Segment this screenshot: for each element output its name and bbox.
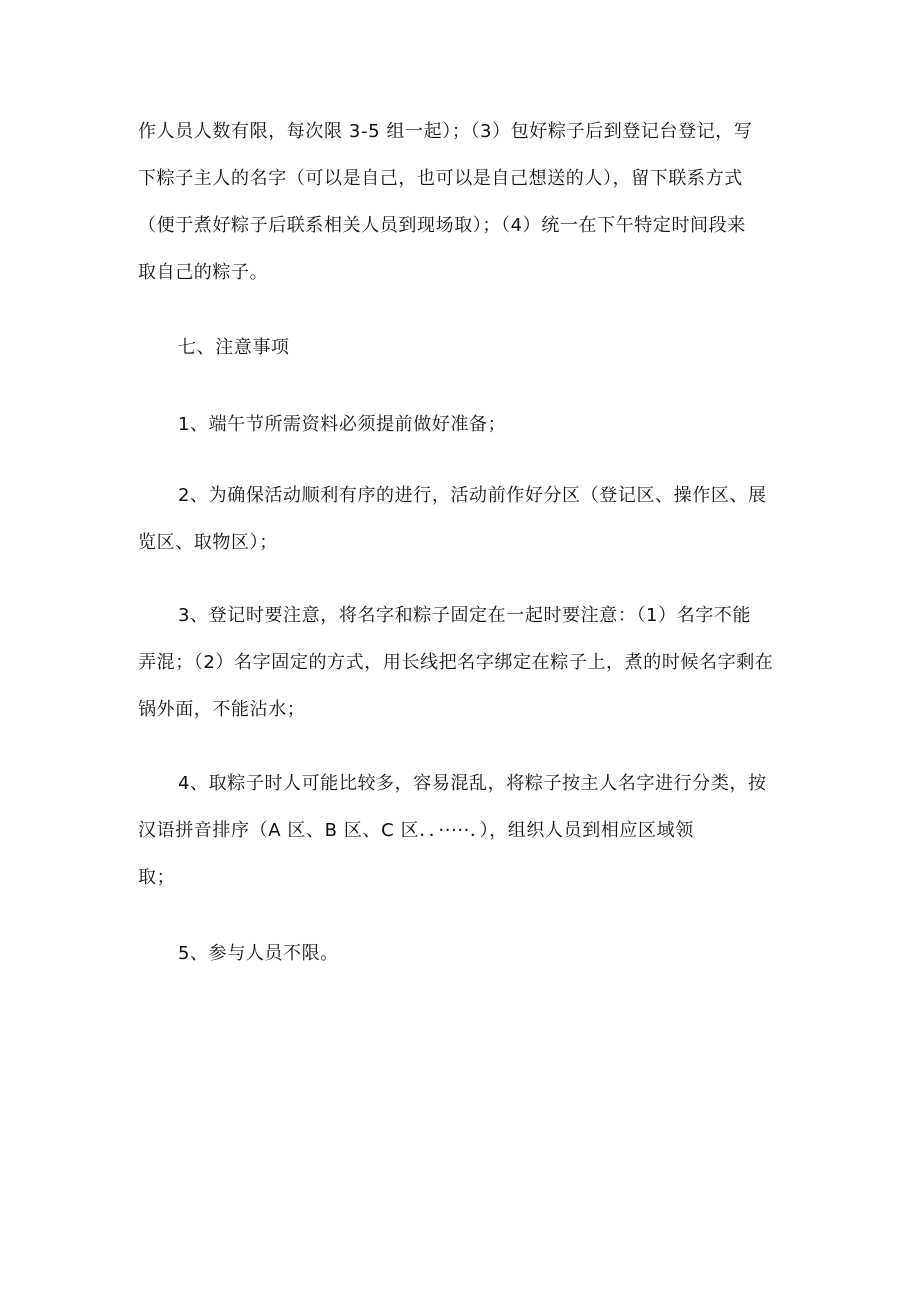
paragraph-line: 作人员人数有限，每次限 3-5 组一起）；（3）包好粽子后到登记台登记，写 — [138, 121, 753, 142]
list-item-3-continuation: 弄混；（2）名字固定的方式，用长线把名字绑定在粽子上，煮的时候名字剩在 — [138, 652, 774, 673]
list-item-3: 3、登记时要注意，将名字和粽子固定在一起时要注意：（1）名字不能 — [178, 605, 752, 626]
list-item-5: 5、参与人员不限。 — [178, 943, 339, 964]
list-item-3-continuation: 锅外面，不能沾水； — [138, 699, 306, 720]
paragraph-line: 取自己的粽子。 — [138, 262, 269, 283]
list-item-4-continuation: 取； — [138, 867, 176, 888]
section-heading: 七、注意事项 — [178, 337, 290, 358]
list-item-2-continuation: 览区、取物区）； — [138, 532, 278, 553]
paragraph-line: 下粽子主人的名字（可以是自己，也可以是自己想送的人），留下联系方式 — [138, 168, 743, 189]
list-item-2: 2、为确保活动顺利有序的进行，活动前作好分区（登记区、操作区、展 — [178, 485, 767, 506]
list-item-1: 1、端午节所需资料必须提前做好准备； — [178, 414, 507, 435]
list-item-4: 4、取粽子时人可能比较多，容易混乱，将粽子按主人名字进行分类，按 — [178, 773, 767, 794]
paragraph-line: （便于煮好粽子后联系相关人员到现场取）；（4）统一在下午特定时间段来 — [138, 215, 746, 236]
list-item-4-continuation: 汉语拼音排序（A 区、B 区、C 区．．·····．），组织人员到相应区域领 — [138, 820, 694, 841]
